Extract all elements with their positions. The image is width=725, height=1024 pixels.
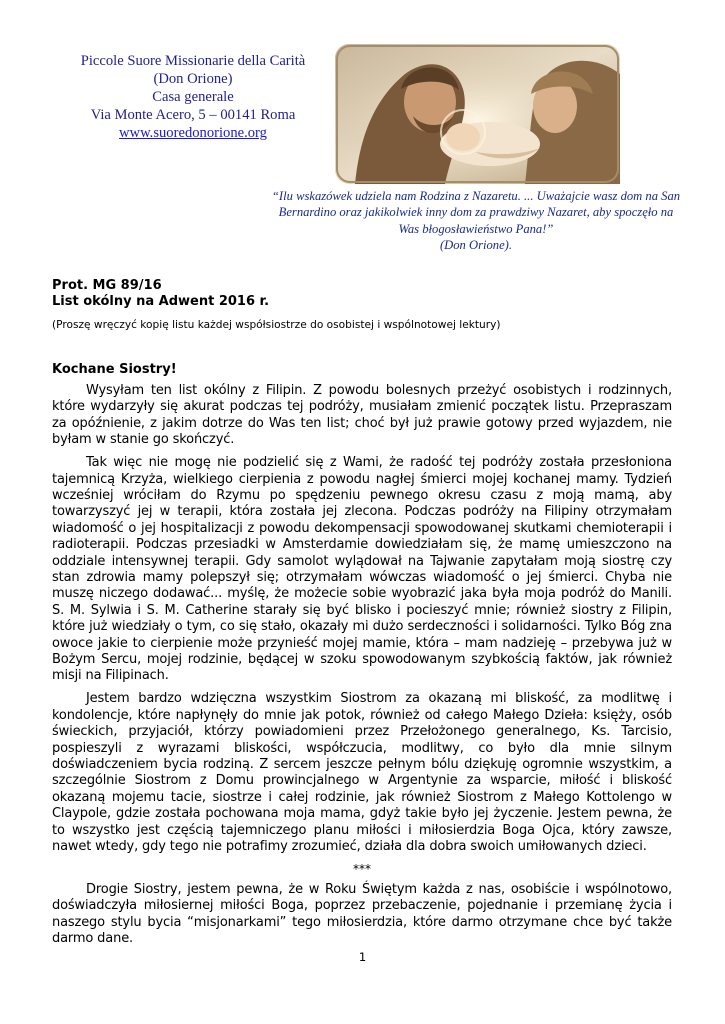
paragraph-4: Drogie Siostry, jestem pewna, że w Roku Świętym każda z nas, osobiście i wspólnotowo, doświadczyła miłosiernej miłości Boga, poprzez przebaczenie, pojednanie i przemianę życia i naszego stylu bycia “misjonarkami” tego miłosierdzia, które darmo otrzymane chce być także darmo dane.: [52, 881, 672, 947]
founder-quote: [270, 188, 682, 253]
paragraph-1: Wysyłam ten list okólny z Filipin. Z powodu bolesnych przeżyć osobistych i rodzinnych, które wydarzyły się akurat podczas tej podróży, musiałam zmienić początek listu. Przepraszam za opóźnienie, z jakim dotrze do Was ten list; choć był już prawie gotowy przed wyjazdem, nie byłam w stanie go skończyć.: [52, 383, 672, 448]
quote-author: (Don Orione).: [439, 237, 513, 252]
letter-body: [52, 383, 672, 954]
page-number: 1: [358, 950, 367, 964]
address-line-founder: (Don Orione): [153, 71, 233, 87]
website-link[interactable]: www.suoredonorione.org: [119, 125, 267, 141]
protocol-block: [52, 278, 269, 310]
distribution-note: (Proszę wręczyć kopię listu każdej współsiostrze do osobistej i wspólnotowej lektury): [52, 319, 501, 331]
address-line-house: Casa generale: [152, 89, 234, 105]
quote-text: “Ilu wskazówek udziela nam Rodzina z Nazaretu. ... Uważajcie wasz dom na San Bernardino oraz jakikolwiek inny dom za prawdziwy Nazaret, aby spoczęło na Was błogosławieństwo Pana!”: [271, 189, 681, 236]
section-separator: ***: [353, 861, 371, 876]
holy-family-relief-icon: [335, 44, 620, 184]
congregation-address: [48, 52, 338, 142]
holy-family-image: [335, 44, 620, 184]
protocol-number: Prot. MG 89/16: [52, 278, 162, 293]
address-line-street: Via Monte Acero, 5 – 00141 Roma: [90, 107, 296, 123]
address-line-name: Piccole Suore Missionarie della Carità: [80, 53, 306, 69]
greeting: Kochane Siostry!: [52, 362, 177, 377]
paragraph-2: Tak więc nie mogę nie podzielić się z Wami, że radość tej podróży została przesłoniona tajemnicą Krzyża, wielkiego cierpienia z powodu nagłej śmierci mojej kochanej mamy. Tydzień wcześniej wróciłam do Rzymu po spędzeniu pewnego okresu czasu z moją mamą, aby towarzyszyć jej w terapii, która została jej zlecona. Podczas podróży na Filipiny otrzymałam wiadomość o jej hospitalizacji z powodu dekompensacji spowodowanej skutkami chemioterapii i radioterapii. Podczas przesiadki w Amsterdamie dowiedziałam się, że mamę umieszczono na oddziale intensywnej terapii. Gdy samolot wylądował na Tajwanie zapytałam moją siostrę czy stan zdrowia mamy polepszył się; otrzymałam wówczas wiadomość o jej śmierci. Chyba nie muszę niczego dodawać... myślę, że możecie sobie wyobrazić jaka była moja podróż do Manili. S. M. Sylwia i S. M. Catherine starały się być blisko i pocieszyć mnie; również siostry z Filipin, które już wiedziały o tym, co się stało, okazały mi dużo serdeczności i solidarności. Tylko Bóg zna owoce jakie to cierpienie może przynieść mojej mamie, która – mam nadzieję – przebywa już w Bożym Sercu, mojej rodzinie, będącej w szoku spowodowanym szybkością faktów, jak również misji na Filipinach.: [52, 455, 672, 684]
paragraph-3: Jestem bardzo wdzięczna wszystkim Siostrom za okazaną mi bliskość, za modlitwę i kondolencje, które napłynęły do mnie jak potok, również od całego Małego Dzieła: księży, osób świeckich, przyjaciół, którzy powiadomieni przez Przełożonego generalnego, Ks. Tarcisio, pospieszyli z wyrazami bliskości, współczucia, modlitwy, co było dla mnie silnym doświadczeniem bycia rodziną. Z sercem jeszcze pełnym bólu dziękuję ogromnie wszystkim, a szczególnie Siostrom z Domu prowincjalnego w Argentynie za wsparcie, miłość i bliskość okazaną mojemu tacie, siostrze i całej rodzinie, jak również Siostrom z Małego Kottolengo w Claypole, gdzie została pochowana moja mama, gdyż takie było jej życzenie. Jestem pewna, że to wszystko jest częścią tajemniczego planu miłości i miłosierdzia Boga Ojca, który zawsze, nawet wtedy, gdy tego nie potrafimy zrozumieć, działa dla dobra swoich umiłowanych dzieci.: [52, 691, 672, 854]
letter-subject: List okólny na Adwent 2016 r.: [52, 294, 270, 309]
